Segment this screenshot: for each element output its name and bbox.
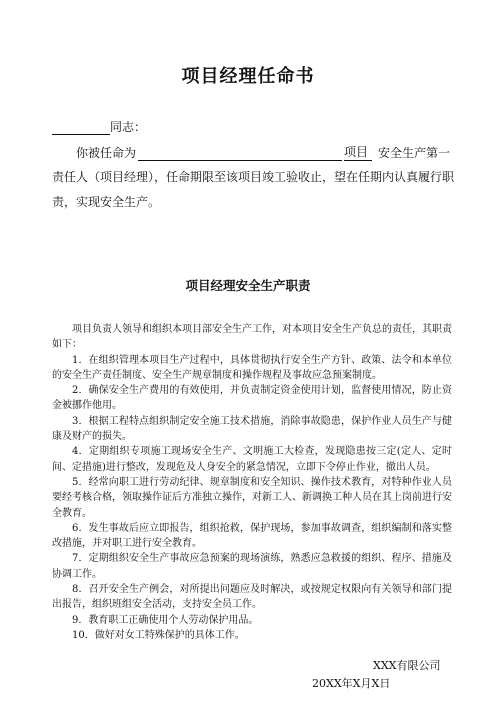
project-word: 项目 [344, 143, 372, 161]
appointment-prefix: 你被任命为 [76, 146, 137, 160]
appointment-line-1 [76, 143, 450, 161]
role-start: 安全生产第一 [378, 146, 451, 160]
duty-item: 6．发生事故后应立即报告，组织抢救，保护现场，参加事故调查，组织编制和落实整改措施，并对职工进行安全教育。 [52, 522, 452, 550]
duty-item: 9．教育职工正确使用个人劳动保护用品。 [72, 614, 259, 626]
issue-date: 20XX年X月X日 [312, 677, 391, 690]
duty-item: 3．根据工程特点组织制定安全施工技术措施，消除事故隐患，保护作业人员生产与健康及财产的损失。 [52, 415, 452, 443]
salutation-line [52, 118, 146, 135]
name-blank [52, 122, 110, 135]
duties-section [52, 322, 452, 643]
duty-item: 7．定期组织安全生产事故应急预案的现场演练，熟悉应急救援的组织、程序、措施及协调工作。 [52, 553, 452, 580]
duty-item: 2．确保安全生产费用的有效使用，并负责制定资金使用计划，监督使用情况，防止资金被挪作他用。 [52, 385, 452, 412]
duty-item: 5．经常向职工进行劳动纪律、规章制度和安全知识、操作技术教育，对特种作业人员要经考核合格，领取操作证后方准独立操作，对新工人、新调换工种人员在其上岗前进行安全教育。 [52, 476, 452, 519]
page-title: 项目经理任命书 [181, 66, 315, 87]
company-name: XXX有限公司 [373, 659, 441, 672]
duties-intro: 项目负责人领导和组织本项目部安全生产工作，对本项目安全生产负总的责任，其职责如下： [52, 324, 452, 351]
duty-item: 8．召开安全生产例会，对所提出问题应及时解决，或按规定权限向有关领导和部门提出报告，组织班组安全活动，支持安全员工作。 [52, 584, 452, 611]
appointment-line-2: 责任人（项目经理），任命期限至该项目竣工验收止，望在任期内认真履行职 [52, 170, 455, 184]
duties-title: 项目经理安全生产职责 [185, 278, 311, 293]
duty-item: 4．定期组织专项施工现场安全生产、文明施工大检查，发现隐患按三定(定人、定时间、定措施)进行整改，发现危及人身安全的紧急情况，立即下令停止作业，撤出人员。 [52, 446, 452, 473]
duty-item: 1．在组织管理本项目生产过程中，具体贯彻执行安全生产方针、政策、法令和本单位的安全生产责任制度、安全生产规章制度和操作规程及事故应急预案制度。 [52, 354, 452, 381]
project-name-blank [138, 148, 342, 161]
appointment-line-3: 责，实现安全生产。 [52, 195, 161, 209]
salutation-suffix: 同志： [110, 120, 147, 134]
duty-item: 10．做好对女工特殊保护的具体工作。 [72, 629, 245, 641]
